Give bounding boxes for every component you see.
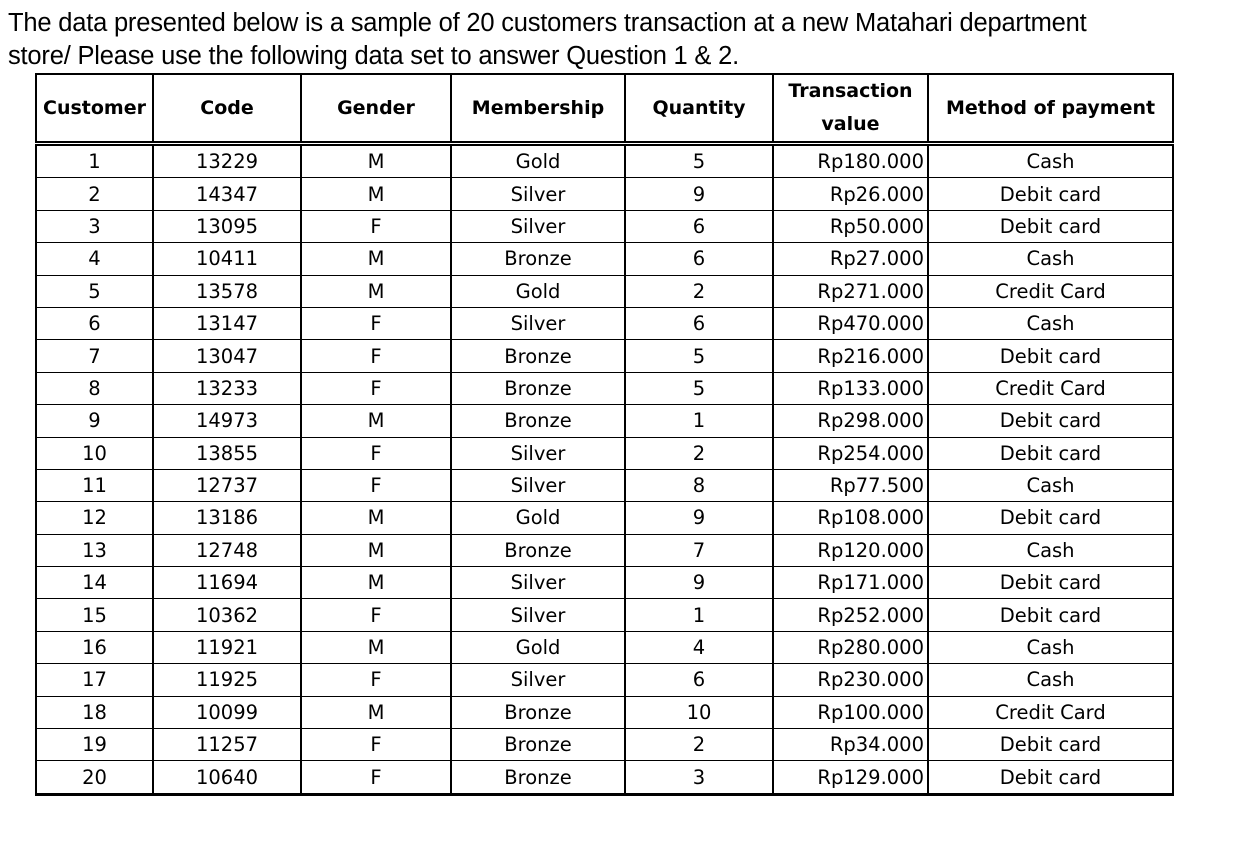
- code-cell: 14973: [153, 405, 301, 437]
- table-row: [36, 372, 1173, 404]
- transactions-table: [35, 73, 1174, 796]
- table-row: [36, 469, 1173, 501]
- transaction-value-cell: Rp133.000: [773, 372, 928, 404]
- payment-method-cell: Cash: [928, 664, 1173, 696]
- quantity-cell: 3: [625, 761, 773, 794]
- customer-cell: 7: [36, 340, 153, 372]
- payment-method-cell: Debit card: [928, 210, 1173, 242]
- column-header-membership: Membership: [451, 74, 625, 144]
- membership-cell: Silver: [451, 567, 625, 599]
- gender-cell: F: [301, 340, 451, 372]
- membership-cell: Bronze: [451, 761, 625, 794]
- table-row: [36, 761, 1173, 794]
- table-row: [36, 696, 1173, 728]
- code-cell: 13047: [153, 340, 301, 372]
- transaction-value-cell: Rp171.000: [773, 567, 928, 599]
- quantity-cell: 2: [625, 275, 773, 307]
- code-cell: 13147: [153, 307, 301, 339]
- transaction-value-cell: Rp108.000: [773, 502, 928, 534]
- transaction-value-cell: Rp34.000: [773, 729, 928, 761]
- payment-method-cell: Cash: [928, 534, 1173, 566]
- customer-cell: 15: [36, 599, 153, 631]
- transaction-value-cell: Rp180.000: [773, 144, 928, 178]
- gender-cell: F: [301, 307, 451, 339]
- customer-cell: 6: [36, 307, 153, 339]
- membership-cell: Silver: [451, 307, 625, 339]
- code-cell: 10099: [153, 696, 301, 728]
- customer-cell: 9: [36, 405, 153, 437]
- code-cell: 12737: [153, 469, 301, 501]
- table-row: [36, 502, 1173, 534]
- payment-method-cell: Credit Card: [928, 696, 1173, 728]
- column-header-customer: Customer: [36, 74, 153, 144]
- table-row: [36, 243, 1173, 275]
- gender-cell: F: [301, 761, 451, 794]
- intro-line-1: The data presented below is a sample of 20 customers transaction at a new Matahari department: [8, 9, 1087, 37]
- transaction-value-cell: Rp280.000: [773, 631, 928, 663]
- customer-cell: 2: [36, 178, 153, 210]
- gender-cell: F: [301, 469, 451, 501]
- customer-cell: 20: [36, 761, 153, 794]
- table-row: [36, 729, 1173, 761]
- payment-method-cell: Cash: [928, 243, 1173, 275]
- gender-cell: M: [301, 243, 451, 275]
- gender-cell: F: [301, 210, 451, 242]
- code-cell: 13233: [153, 372, 301, 404]
- table-row: [36, 534, 1173, 566]
- quantity-cell: 9: [625, 178, 773, 210]
- quantity-cell: 9: [625, 502, 773, 534]
- code-cell: 13229: [153, 144, 301, 178]
- quantity-cell: 7: [625, 534, 773, 566]
- gender-cell: F: [301, 729, 451, 761]
- quantity-cell: 10: [625, 696, 773, 728]
- customer-cell: 16: [36, 631, 153, 663]
- code-cell: 13186: [153, 502, 301, 534]
- quantity-cell: 6: [625, 664, 773, 696]
- transaction-value-cell: Rp50.000: [773, 210, 928, 242]
- table-row: [36, 178, 1173, 210]
- quantity-cell: 1: [625, 599, 773, 631]
- table-row: [36, 599, 1173, 631]
- column-header-transaction-value: Transaction value: [773, 74, 928, 144]
- gender-cell: M: [301, 534, 451, 566]
- code-cell: 10640: [153, 761, 301, 794]
- transaction-value-cell: Rp120.000: [773, 534, 928, 566]
- customer-cell: 8: [36, 372, 153, 404]
- payment-method-cell: Credit Card: [928, 275, 1173, 307]
- payment-method-cell: Debit card: [928, 567, 1173, 599]
- customer-cell: 3: [36, 210, 153, 242]
- membership-cell: Silver: [451, 599, 625, 631]
- transaction-value-cell: Rp298.000: [773, 405, 928, 437]
- payment-method-cell: Cash: [928, 631, 1173, 663]
- membership-cell: Gold: [451, 502, 625, 534]
- code-cell: 12748: [153, 534, 301, 566]
- customer-cell: 13: [36, 534, 153, 566]
- code-cell: 13578: [153, 275, 301, 307]
- quantity-cell: 6: [625, 307, 773, 339]
- payment-method-cell: Debit card: [928, 340, 1173, 372]
- table-row: [36, 664, 1173, 696]
- quantity-cell: 2: [625, 437, 773, 469]
- membership-cell: Silver: [451, 210, 625, 242]
- membership-cell: Silver: [451, 664, 625, 696]
- table-row: [36, 307, 1173, 339]
- payment-method-cell: Debit card: [928, 502, 1173, 534]
- table-header-row: [36, 74, 1173, 144]
- gender-cell: F: [301, 664, 451, 696]
- gender-cell: F: [301, 437, 451, 469]
- membership-cell: Bronze: [451, 340, 625, 372]
- membership-cell: Gold: [451, 631, 625, 663]
- membership-cell: Gold: [451, 275, 625, 307]
- column-header-method-of-payment: Method of payment: [928, 74, 1173, 144]
- customer-cell: 14: [36, 567, 153, 599]
- transaction-value-cell: Rp216.000: [773, 340, 928, 372]
- transaction-value-cell: Rp27.000: [773, 243, 928, 275]
- membership-cell: Gold: [451, 144, 625, 178]
- customer-cell: 18: [36, 696, 153, 728]
- customer-cell: 11: [36, 469, 153, 501]
- gender-cell: M: [301, 275, 451, 307]
- membership-cell: Bronze: [451, 372, 625, 404]
- quantity-cell: 6: [625, 210, 773, 242]
- customer-cell: 12: [36, 502, 153, 534]
- payment-method-cell: Credit Card: [928, 372, 1173, 404]
- quantity-cell: 9: [625, 567, 773, 599]
- quantity-cell: 1: [625, 405, 773, 437]
- gender-cell: M: [301, 696, 451, 728]
- code-cell: 11925: [153, 664, 301, 696]
- gender-cell: M: [301, 567, 451, 599]
- column-header-code: Code: [153, 74, 301, 144]
- membership-cell: Silver: [451, 178, 625, 210]
- payment-method-cell: Debit card: [928, 437, 1173, 469]
- transaction-value-cell: Rp271.000: [773, 275, 928, 307]
- gender-cell: F: [301, 372, 451, 404]
- gender-cell: F: [301, 599, 451, 631]
- customer-cell: 19: [36, 729, 153, 761]
- transaction-value-cell: Rp129.000: [773, 761, 928, 794]
- code-cell: 13095: [153, 210, 301, 242]
- payment-method-cell: Debit card: [928, 178, 1173, 210]
- customer-cell: 10: [36, 437, 153, 469]
- payment-method-cell: Cash: [928, 307, 1173, 339]
- payment-method-cell: Debit card: [928, 405, 1173, 437]
- payment-method-cell: Cash: [928, 144, 1173, 178]
- table-row: [36, 437, 1173, 469]
- intro-paragraph: [8, 7, 1228, 73]
- table-row: [36, 210, 1173, 242]
- transaction-value-cell: Rp77.500: [773, 469, 928, 501]
- membership-cell: Bronze: [451, 729, 625, 761]
- transaction-value-cell: Rp26.000: [773, 178, 928, 210]
- code-cell: 14347: [153, 178, 301, 210]
- code-cell: 11694: [153, 567, 301, 599]
- quantity-cell: 8: [625, 469, 773, 501]
- quantity-cell: 6: [625, 243, 773, 275]
- payment-method-cell: Debit card: [928, 729, 1173, 761]
- table-body: [36, 144, 1173, 795]
- transaction-value-cell: Rp100.000: [773, 696, 928, 728]
- transaction-value-cell: Rp470.000: [773, 307, 928, 339]
- transaction-value-cell: Rp254.000: [773, 437, 928, 469]
- table-row: [36, 405, 1173, 437]
- table-row: [36, 567, 1173, 599]
- payment-method-cell: Debit card: [928, 599, 1173, 631]
- code-cell: 13855: [153, 437, 301, 469]
- code-cell: 11921: [153, 631, 301, 663]
- customer-cell: 5: [36, 275, 153, 307]
- gender-cell: M: [301, 502, 451, 534]
- column-header-gender: Gender: [301, 74, 451, 144]
- table-row: [36, 275, 1173, 307]
- intro-line-2: store/ Please use the following data set to answer Question 1 & 2.: [8, 42, 739, 70]
- membership-cell: Silver: [451, 437, 625, 469]
- membership-cell: Silver: [451, 469, 625, 501]
- customer-cell: 1: [36, 144, 153, 178]
- quantity-cell: 2: [625, 729, 773, 761]
- membership-cell: Bronze: [451, 243, 625, 275]
- payment-method-cell: Debit card: [928, 761, 1173, 794]
- transaction-value-cell: Rp230.000: [773, 664, 928, 696]
- code-cell: 10362: [153, 599, 301, 631]
- code-cell: 11257: [153, 729, 301, 761]
- table-row: [36, 340, 1173, 372]
- gender-cell: M: [301, 631, 451, 663]
- quantity-cell: 5: [625, 372, 773, 404]
- gender-cell: M: [301, 144, 451, 178]
- payment-method-cell: Cash: [928, 469, 1173, 501]
- code-cell: 10411: [153, 243, 301, 275]
- gender-cell: M: [301, 405, 451, 437]
- membership-cell: Bronze: [451, 405, 625, 437]
- quantity-cell: 5: [625, 340, 773, 372]
- quantity-cell: 4: [625, 631, 773, 663]
- column-header-quantity: Quantity: [625, 74, 773, 144]
- table-row: [36, 144, 1173, 178]
- transaction-value-cell: Rp252.000: [773, 599, 928, 631]
- membership-cell: Bronze: [451, 696, 625, 728]
- gender-cell: M: [301, 178, 451, 210]
- table-row: [36, 631, 1173, 663]
- quantity-cell: 5: [625, 144, 773, 178]
- customer-cell: 4: [36, 243, 153, 275]
- membership-cell: Bronze: [451, 534, 625, 566]
- customer-cell: 17: [36, 664, 153, 696]
